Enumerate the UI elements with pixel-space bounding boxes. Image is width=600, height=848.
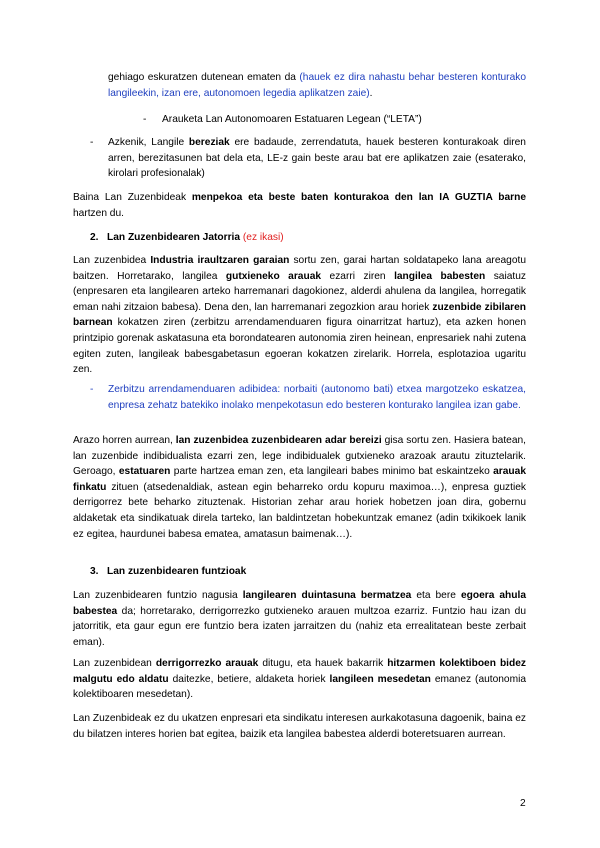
bullet-dash: -: [90, 137, 94, 148]
arazo-paragraph: Arazo horren aurrean, lan zuzenbidea zuzenbidearen adar bereizi gisa sortu zen. Hasiera batean, lan zuzenbide indibidualista ezarri zen, lege indibidualek gutxieneko arazoak arautu zituztelarik. Geroago, estatuaren parte hartzea eman zen, eta langileari babes minimo bat eskaintzeko arauak finkatu zituen (atsedenaldiak, astean egin beharreko ordu kopuru maximoa…), enpresa guztiek derrigorrez bete beharko zituztenak. Historian zehar arau horiek hobetzen joan dira, gobernu aldaketak eta sindikatuak direla tarteko, lan baldintzetan hobekuntzak emanez (adin txikikoek lanik ez egitea, haurdunei babesa ematea, amatasun baimenak…).: [73, 435, 527, 540]
derrigorrezko-paragraph: Lan zuzenbidean derrigorrezko arauak ditugu, eta hauek bakarrik hitzarmen kolektiboen bidez malgutu edo aldatu daitezke, betiere, aldaketa horiek langileen mesedetan emanez (autonomia kolektiboaren mesedetan).: [73, 658, 527, 701]
funtzioak-paragraph: Lan zuzenbidearen funtzio nagusia langilearen duintasuna bermatzea eta bere egoera ahula babestea da; horretarako, derrigorrezko gutxieneko arauen multzoa ezarriz. Funtzio hau izan du jatorritik, eta gaur egun ere funtzio bera izaten jarraitzen du (nahiz eta errealitatean beste zerbait eman).: [73, 590, 527, 648]
final-paragraph: Lan Zuzenbideak ez du ukatzen enpresari eta sindikatu interesen aurkakotasuna dagoenik, baina ez du bilatzen interes horien bat egitea, baizik eta langilea babestea alderdi boteretsuaren aurrean.: [73, 713, 526, 740]
bullet-dash: -: [143, 114, 147, 125]
red-note: (ez ikasi): [242, 232, 284, 243]
leta-item: Arauketa Lan Autonomoaren Estatuaren Legean (“LETA”): [162, 114, 422, 125]
continuation-paragraph: gehiago eskuratzen dutenean ematen da (hauek ez dira nahastu behar besteren konturako langileekin, izan ere, autonomoen legedia aplikatzen zaie).: [108, 72, 527, 99]
section-3-heading: 3. Lan zuzenbidearen funtzioak: [90, 566, 247, 577]
jatorria-paragraph: Lan zuzenbidea Industria iraultzaren garaian sortu zen, garai hartan soldatapeko lana areagotu baitzen. Horretarako, langilea gutxieneko arauak ezarri ziren langilea babesten saiatuz (enpresaren eta langilearen arteko harremanari dagokionez, alderdi ahulena da langilea, horregatik eman nahi zitzaion babesa). Dena den, lan harremanari zegozkion arau horiek zuzenbide zibilaren barnean kokatzen ziren (zerbitzu arrendamenduaren figura oinarritzat hartuz), eta azken honen printzipio gorenak askatasuna eta borondatearen autonomia ziren heinean, enpresariek nahi zutena egiten zuten, langileak babesgabetasun egoeran kokatzen zirelarik. Horrela, esplotazioa ugaritu zen.: [73, 255, 526, 376]
page-number: 2: [520, 798, 526, 809]
bullet-dash: -: [90, 384, 94, 395]
baina-paragraph: Baina Lan Zuzenbideak menpekoa eta beste baten konturakoa den lan IA GUZTIA barne hartzen du.: [73, 192, 526, 219]
blue-note: (hauek ez dira nahastu behar besteren konturako langileekin, izan ere, autonomoen legedia aplikatzen zaie): [108, 72, 527, 99]
bereziak-item: Azkenik, Langile bereziak ere badaude, zerrendatuta, hauek besteren konturakoak diren arren, berezitasunen bat dela eta, LE-z gain beste arau bat ere aplikatzen zaie (esaterako, kirolari profesionalak): [108, 137, 526, 180]
section-2-heading: 2. Lan Zuzenbidearen Jatorria (ez ikasi): [90, 232, 284, 243]
example-item: Zerbitzu arrendamenduaren adibidea: norbaiti (autonomo bati) etxea margotzeko eskatzea, enpresa zehatz batekiko inolako menpekotasun edo besteren konturako langilea izan gabe.: [108, 384, 526, 411]
